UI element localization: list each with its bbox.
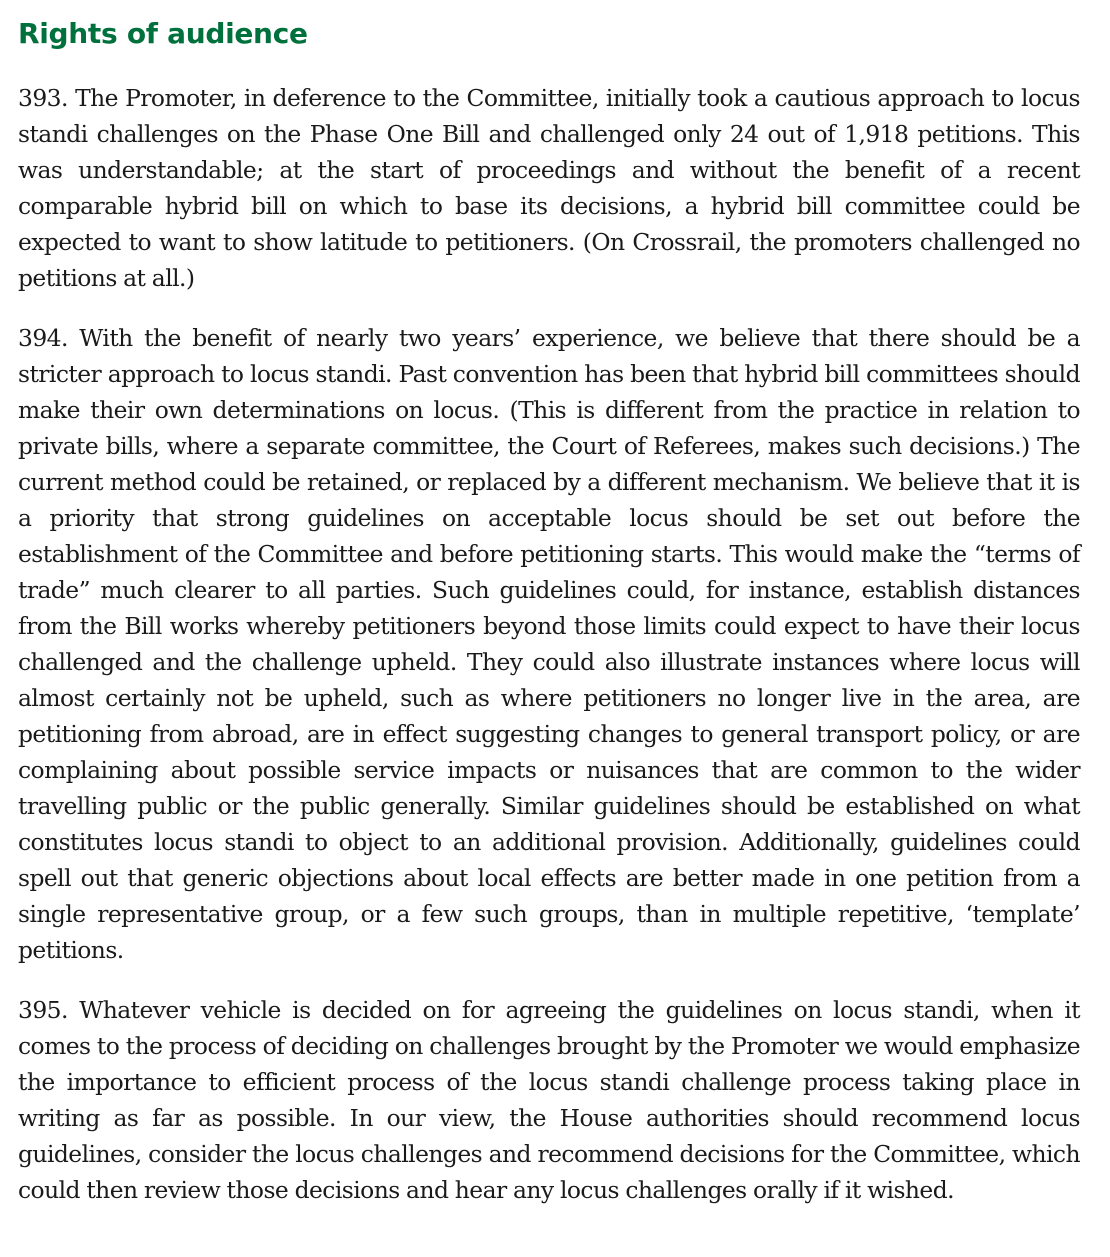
paragraph-395: 395. Whatever vehicle is decided on for agreeing the guidelines on locus standi, when it comes to the process of deciding on challenges brought by the Promoter we would emphasize the importance to efficient process of the locus standi challenge process taking place in writing as far as possible. In our view, the House authorities should recommend locus guidelines, consider the locus challenges and recommend decisions for the Committee, which could then review those decisions and hear any locus challenges orally if it wished.: [18, 996, 1080, 1204]
section-heading: Rights of audience: [18, 17, 308, 50]
paragraph-393: 393. The Promoter, in deference to the Committee, initially took a cautious approach to locus standi challenges on the Phase One Bill and challenged only 24 out of 1,918 petitions. This was understandable; at the start of proceedings and without the benefit of a recent comparable hybrid bill on which to base its decisions, a hybrid bill committee could be expected to want to show latitude to petitioners. (On Crossrail, the promoters challenged no petitions at all.): [18, 84, 1080, 292]
paragraph-394: 394. With the benefit of nearly two years’ experience, we believe that there should be a stricter approach to locus standi. Past convention has been that hybrid bill committees should make their own determinations on locus. (This is different from the practice in relation to private bills, where a separate committee, the Court of Referees, makes such decisions.) The current method could be retained, or replaced by a different mechanism. We believe that it is a priority that strong guidelines on acceptable locus should be set out before the establishment of the Committee and before petitioning starts. This would make the “terms of trade” much clearer to all parties. Such guidelines could, for instance, establish distances from the Bill works whereby petitioners beyond those limits could expect to have their locus challenged and the challenge upheld. They could also illustrate instances where locus will almost certainly not be upheld, such as where petitioners no longer live in the area, are petitioning from abroad, are in effect suggesting changes to general transport policy, or are complaining about possible service impacts or nuisances that are common to the wider travelling public or the public generally. Similar guidelines should be established on what constitutes locus standi to object to an additional provision. Additionally, guidelines could spell out that generic objections about local effects are better made in one petition from a single representative group, or a few such groups, than in multiple repetitive, ‘template’ petitions.: [18, 324, 1080, 964]
document-page: [18, 14, 1080, 1208]
